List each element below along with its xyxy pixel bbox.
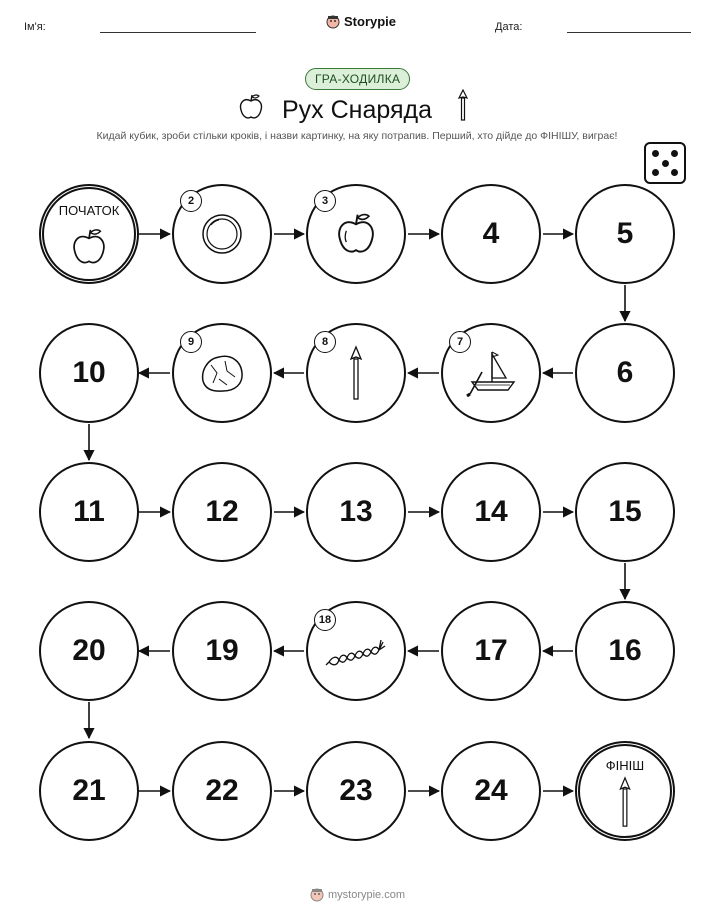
footer-site[interactable]: mystorypie.com [328,889,406,901]
sailboat-icon [462,348,520,398]
cell-number: 23 [339,774,373,807]
board-cell-14[interactable] [441,462,541,562]
spear-icon [617,776,633,828]
cell-number: 11 [73,495,105,528]
storypie-mascot-icon [310,888,324,902]
cell-number: 24 [474,774,508,807]
start-cell[interactable] [39,184,139,284]
cell-number: 6 [616,356,634,389]
cell-number: 13 [339,495,373,528]
footer [310,888,405,902]
cell-number: 20 [72,634,106,667]
board-cell-12[interactable] [172,462,272,562]
name-label: Ім'я: [24,21,46,33]
start-label: ПОЧАТОК [58,203,120,218]
cell-number: 19 [205,634,239,667]
board-cell-19[interactable] [172,601,272,701]
brand-name: Storypie [344,14,397,29]
cell-number: 10 [72,356,106,389]
page-title: Рух Снаряда [282,96,433,124]
cell-number: 14 [474,495,508,528]
board-cell-22[interactable] [172,741,272,841]
cell-number-badge: 2 [180,190,202,212]
cell-number: 21 [72,774,106,807]
spear-icon [348,345,364,401]
cell-number-badge: 7 [449,331,471,353]
finish-label: ФІНІШ [605,758,645,773]
rope-icon [325,634,387,668]
cell-number: 16 [608,634,642,667]
finish-cell[interactable] [575,741,675,841]
board-cell-4[interactable] [441,184,541,284]
board-cell-11[interactable] [39,462,139,562]
board-cell-17[interactable] [441,601,541,701]
cell-number: 22 [205,774,239,807]
cell-number-badge: 18 [314,609,336,631]
cell-number: 4 [482,217,500,250]
board-cell-15[interactable] [575,462,675,562]
rock-icon [197,351,247,395]
cell-number-badge: 3 [314,190,336,212]
ring-icon [199,211,245,257]
game-tag: ГРА-ХОДИЛКА [305,68,410,90]
apple-icon [335,211,377,257]
cell-number: 12 [205,495,239,528]
cell-number: 15 [608,495,642,528]
board-cell-20[interactable] [39,601,139,701]
cell-number: 17 [474,634,508,667]
cell-number-badge: 9 [180,331,202,353]
board-cell-13[interactable] [306,462,406,562]
cell-number-badge: 8 [314,331,336,353]
board-cell-24[interactable] [441,741,541,841]
board-cell-5[interactable] [575,184,675,284]
cell-number: 5 [616,217,634,250]
board-cell-21[interactable] [39,741,139,841]
instructions: Кидай кубик, зроби стільки кроків, і назви картинку, на яку потрапив. Перший, хто дійде до ФІНІШУ, виграє! [96,130,618,142]
board-cell-10[interactable] [39,323,139,423]
apple-icon [70,227,108,267]
board-cell-16[interactable] [575,601,675,701]
board-cell-6[interactable] [575,323,675,423]
date-label: Дата: [495,21,523,33]
board-cell-23[interactable] [306,741,406,841]
